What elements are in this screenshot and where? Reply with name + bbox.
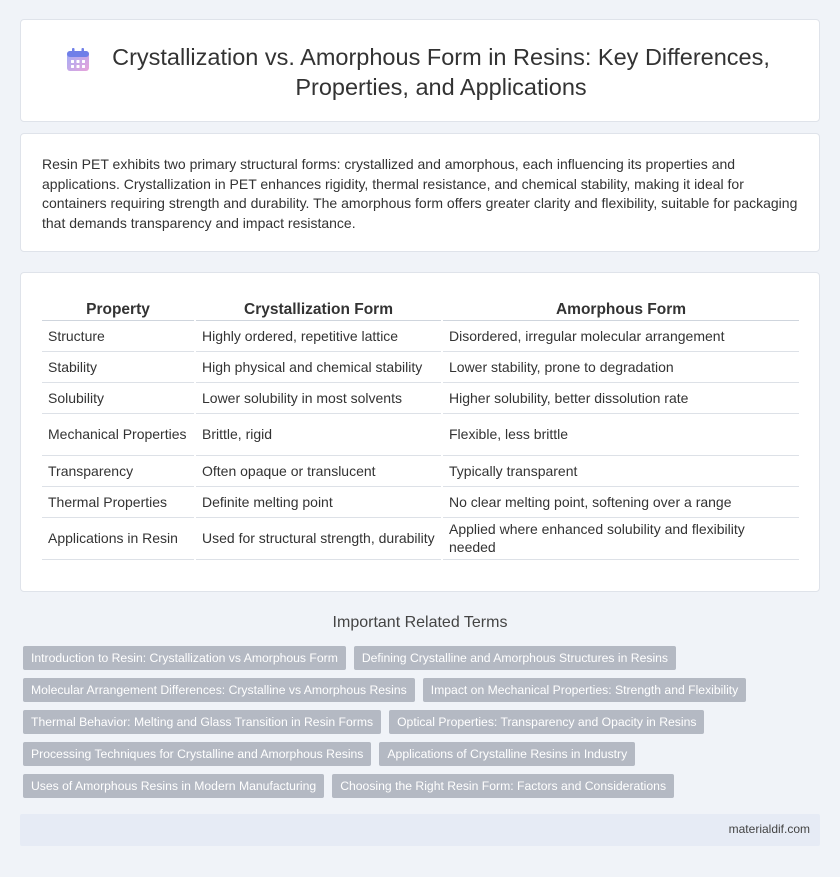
crystallization-cell: Highly ordered, repetitive lattice	[195, 320, 442, 351]
footer	[20, 814, 820, 846]
property-cell: Stability	[42, 351, 195, 382]
related-term-link[interactable]: Thermal Behavior: Melting and Glass Transition in Resin Forms	[23, 710, 381, 734]
amorphous-cell: Higher solubility, better dissolution rate	[442, 382, 799, 413]
crystallization-cell: Definite melting point	[195, 486, 442, 517]
table-header-row	[42, 294, 799, 320]
amorphous-cell: Flexible, less brittle	[442, 413, 799, 455]
crystallization-cell: Used for structural strength, durability	[195, 517, 442, 559]
column-header-amorphous: Amorphous Form	[442, 294, 799, 320]
amorphous-cell: Applied where enhanced solubility and flexibility needed	[442, 517, 799, 559]
page-title: Crystallization vs. Amorphous Form in Resins: Key Differences, Properties, and Applications	[112, 44, 770, 100]
table-row	[42, 413, 799, 455]
header-card	[20, 19, 820, 122]
column-header-crystallization: Crystallization Form	[195, 294, 442, 320]
property-cell: Mechanical Properties	[42, 413, 195, 455]
property-cell: Thermal Properties	[42, 486, 195, 517]
property-cell: Transparency	[42, 455, 195, 486]
table-row	[42, 351, 799, 382]
amorphous-cell: Disordered, irregular molecular arrangement	[442, 320, 799, 351]
related-term-link[interactable]: Defining Crystalline and Amorphous Structures in Resins	[354, 646, 676, 670]
property-cell: Solubility	[42, 382, 195, 413]
intro-paragraph: Resin PET exhibits two primary structural forms: crystallized and amorphous, each influencing its properties and applications. Crystallization in PET enhances rigidity, thermal resistance, and chemical stability, making it ideal for containers requiring strength and durability. The amorphous form offers greater clarity and flexibility, suitable for packaging that demands transparency and impact resistance.	[42, 156, 798, 231]
related-term-link[interactable]: Choosing the Right Resin Form: Factors and Considerations	[332, 774, 674, 798]
intro-card	[20, 133, 820, 252]
table-row	[42, 382, 799, 413]
related-terms-heading: Important Related Terms	[332, 614, 508, 631]
related-term-link[interactable]: Introduction to Resin: Crystallization vs Amorphous Form	[23, 646, 346, 670]
table-row	[42, 320, 799, 351]
comparison-table	[42, 294, 799, 560]
related-term-link[interactable]: Molecular Arrangement Differences: Crystalline vs Amorphous Resins	[23, 678, 415, 702]
related-term-link[interactable]: Impact on Mechanical Properties: Strength and Flexibility	[423, 678, 747, 702]
amorphous-cell: No clear melting point, softening over a range	[442, 486, 799, 517]
amorphous-cell: Lower stability, prone to degradation	[442, 351, 799, 382]
crystallization-cell: Brittle, rigid	[195, 413, 442, 455]
column-header-property: Property	[42, 294, 195, 320]
amorphous-cell: Typically transparent	[442, 455, 799, 486]
crystallization-cell: Lower solubility in most solvents	[195, 382, 442, 413]
related-terms-list	[23, 646, 823, 806]
table-row	[42, 517, 799, 559]
site-name[interactable]: materialdif.com	[728, 822, 810, 836]
related-term-link[interactable]: Optical Properties: Transparency and Opacity in Resins	[389, 710, 704, 734]
crystallization-cell: Often opaque or translucent	[195, 455, 442, 486]
related-term-link[interactable]: Processing Techniques for Crystalline and Amorphous Resins	[23, 742, 371, 766]
table-row	[42, 455, 799, 486]
crystallization-cell: High physical and chemical stability	[195, 351, 442, 382]
property-cell: Applications in Resin	[42, 517, 195, 559]
related-term-link[interactable]: Applications of Crystalline Resins in Industry	[379, 742, 635, 766]
comparison-table-card	[20, 272, 820, 592]
property-cell: Structure	[42, 320, 195, 351]
related-term-link[interactable]: Uses of Amorphous Resins in Modern Manufacturing	[23, 774, 324, 798]
table-row	[42, 486, 799, 517]
